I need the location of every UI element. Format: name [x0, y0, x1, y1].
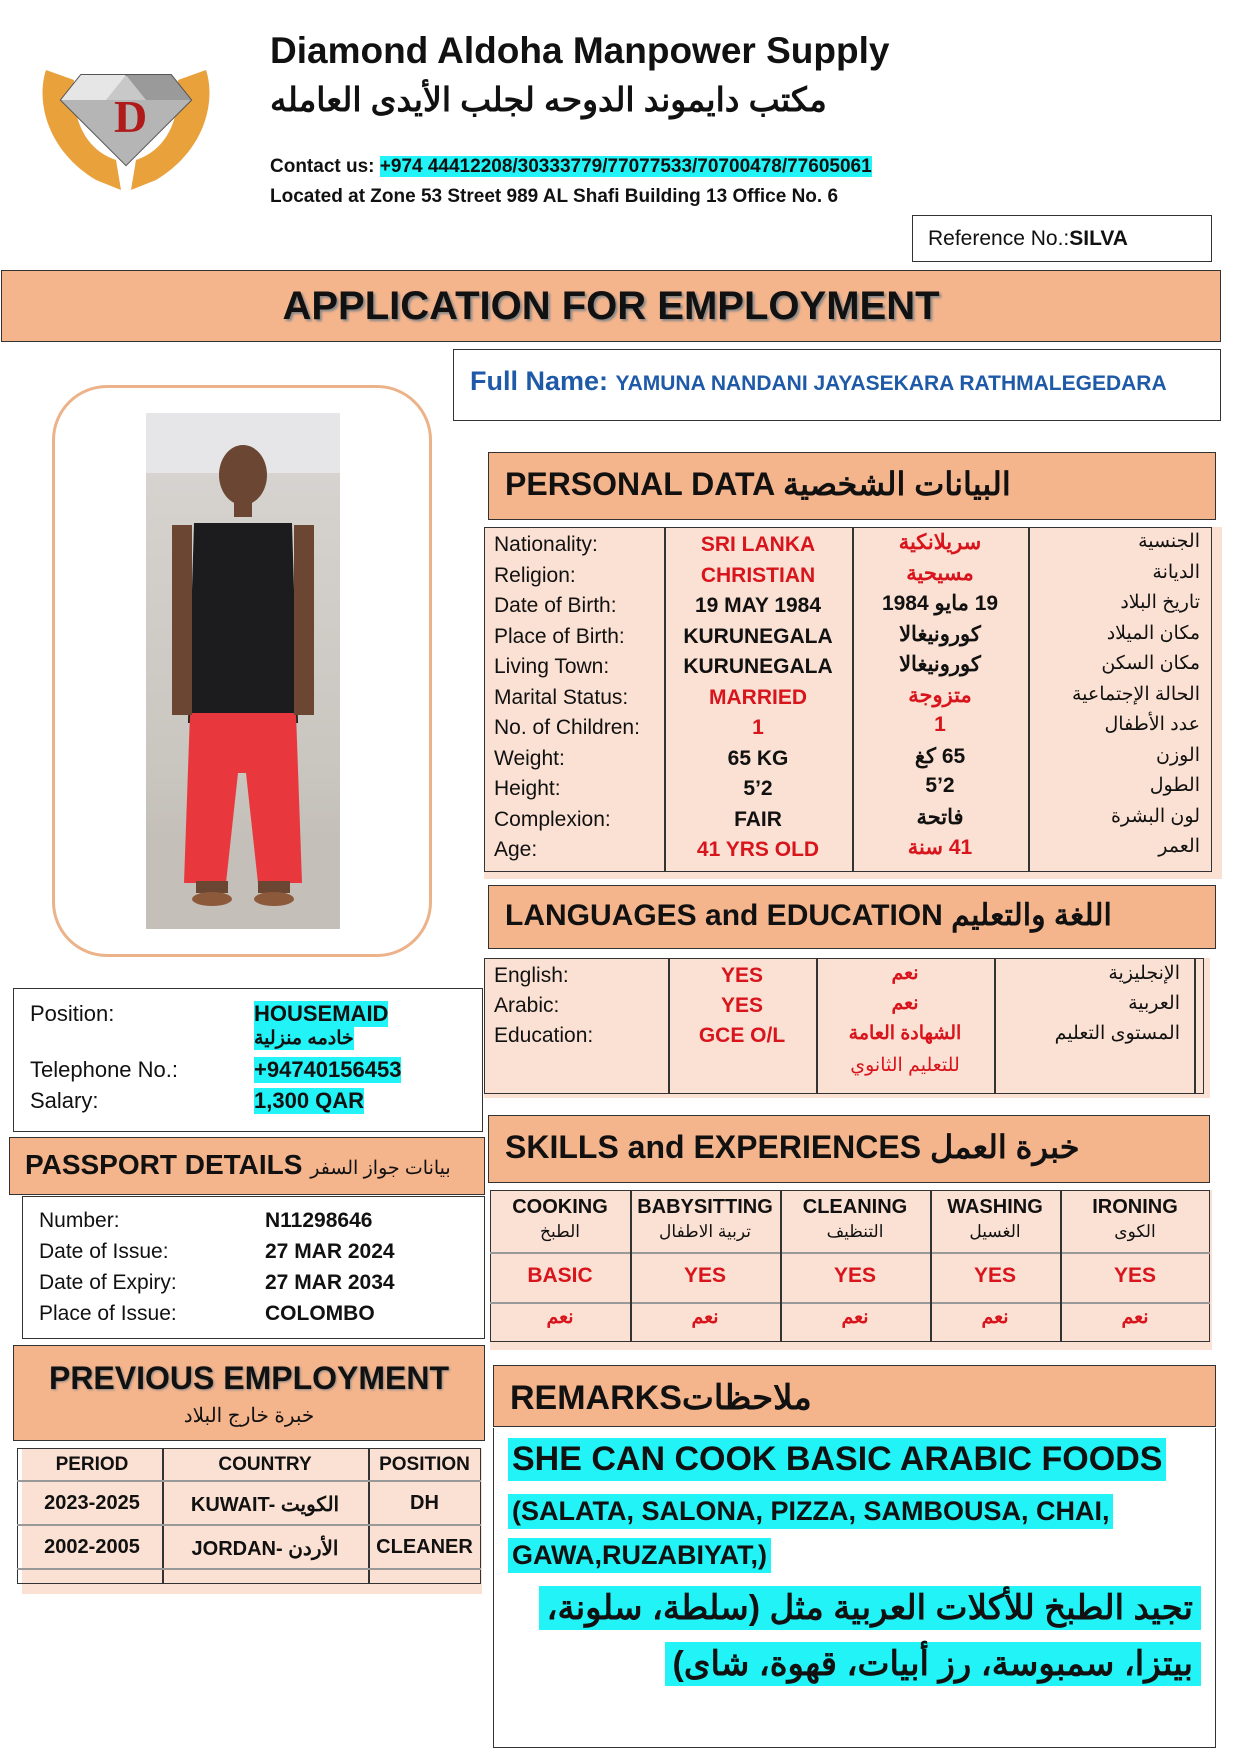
contact-label: Contact us: [270, 156, 380, 177]
language-value: YES [720, 964, 764, 987]
personal-label: Date of Birth: [494, 594, 617, 617]
passport-label: Date of Issue: [39, 1240, 169, 1263]
skill-level: YES [973, 1264, 1017, 1287]
skill-name-ar: الطبخ [540, 1222, 580, 1241]
personal-label: Religion: [494, 563, 576, 587]
personal-value: FAIR [734, 807, 782, 831]
salary-label: Salary: [30, 1088, 99, 1113]
col-period: PERIOD [55, 1454, 129, 1475]
skills-heading [488, 1115, 1210, 1183]
skill-level: YES [1113, 1264, 1157, 1287]
personal-label-ar: الوزن [1155, 744, 1200, 766]
personal-value: CHRISTIAN [700, 563, 816, 587]
language-label: Education: [494, 1024, 594, 1047]
language-value-ar: نعم [891, 993, 919, 1014]
remarks-line-5: بيتزا، سمبوسة، رز أبيات، قهوة، شاى) [665, 1642, 1201, 1686]
employment-position: CLEANER [376, 1536, 473, 1558]
contact-numbers: +974 44412208/30333779/77077533/70700478/77605061 [379, 156, 872, 177]
position-value-ar: خادمه منزلية [254, 1028, 354, 1049]
col-country: COUNTRY [218, 1454, 312, 1475]
telephone-value: +94740156453 [254, 1057, 402, 1082]
employment-period: 2002-2005 [44, 1536, 140, 1558]
employment-country: KUWAIT- الكويت [190, 1494, 340, 1516]
passport-label: Place of Issue: [39, 1302, 177, 1325]
personal-data-table [484, 527, 1222, 879]
personal-value-ar: 19 مايو 1984 [881, 592, 999, 615]
full-name-box [453, 349, 1221, 421]
personal-label: Nationality: [494, 533, 598, 556]
passport-heading [9, 1137, 485, 1195]
passport-heading-en: PASSPORT DETAILS [25, 1149, 311, 1180]
passport-label: Number: [39, 1209, 120, 1232]
previous-employment-table [22, 1448, 482, 1594]
skill-name: COOKING [512, 1196, 608, 1218]
personal-value-ar: 1 [934, 713, 946, 736]
languages-heading-en: LANGUAGES and EDUCATION [505, 899, 952, 932]
language-value-ar-2: للتعليم الثانوي [850, 1055, 960, 1076]
skill-name: WASHING [947, 1196, 1043, 1218]
skill-level: YES [683, 1264, 727, 1287]
position-label: Position: [30, 1001, 115, 1026]
personal-label: Complexion: [494, 807, 611, 831]
personal-label: Marital Status: [494, 685, 629, 709]
remarks-heading-en: REMARKS [510, 1379, 682, 1417]
skills-heading-en: SKILLS and EXPERIENCES [505, 1129, 930, 1165]
remarks-box [493, 1428, 1216, 1748]
passport-value: 27 MAR 2024 [265, 1240, 395, 1263]
personal-label-ar: الديانة [1152, 561, 1200, 583]
personal-label-ar: عدد الأطفال [1104, 714, 1200, 735]
personal-label: No. of Children: [494, 716, 640, 739]
personal-label: Height: [494, 777, 561, 800]
personal-value-ar: 2’5 [925, 774, 955, 797]
personal-value: SRI LANKA [700, 533, 816, 556]
full-name-value: YAMUNA NANDANI JAYASEKARA RATHMALEGEDARA [615, 372, 1167, 395]
skill-level-ar: نعم [981, 1307, 1009, 1328]
telephone-label: Telephone No.: [30, 1057, 178, 1082]
col-position: POSITION [379, 1454, 470, 1475]
personal-value: 65 KG [727, 746, 789, 770]
company-logo [26, 40, 226, 200]
skill-level: BASIC [527, 1264, 593, 1287]
logo-letter: D [114, 91, 148, 142]
remarks-line-4: تجيد الطبخ للأكلات العربية مثل (سلطة، سلونة، [539, 1586, 1202, 1630]
personal-value: KURUNEGALA [683, 655, 833, 678]
remarks-line-3: GAWA,RUZABIYAT,) [508, 1538, 771, 1573]
passport-value: 27 MAR 2034 [265, 1271, 395, 1294]
languages-heading-ar: اللغة والتعليم [951, 899, 1112, 932]
reference-box [912, 215, 1212, 262]
personal-value: MARRIED [709, 685, 807, 709]
language-value: YES [720, 994, 764, 1017]
language-label-ar: المستوى التعليم [1054, 1023, 1180, 1044]
skill-level: YES [833, 1264, 877, 1287]
personal-value-ar: مسيحية [906, 561, 974, 585]
personal-value-ar: كورونيغالا [899, 653, 981, 676]
personal-value-ar: سريلانكية [898, 531, 982, 554]
languages-heading [488, 885, 1216, 949]
personal-label-ar: لون البشرة [1110, 805, 1200, 827]
personal-heading-ar: البيانات الشخصية [782, 466, 1011, 502]
language-label-ar: الإنجليزية [1108, 963, 1180, 984]
personal-label: Age: [494, 838, 538, 861]
personal-label-ar: الجنسية [1138, 531, 1200, 552]
languages-table [484, 958, 1210, 1098]
passport-label: Date of Expiry: [39, 1271, 177, 1294]
previous-heading-ar: خبرة خارج البلاد [183, 1405, 315, 1427]
skill-name-ar: التنظيف [826, 1222, 884, 1241]
skill-name-ar: الغسيل [969, 1222, 1021, 1241]
passport-box [22, 1196, 485, 1339]
reference-value: SILVA [1069, 227, 1128, 250]
personal-label-ar: مكان السكن [1101, 653, 1200, 674]
remarks-line-2: (SALATA, SALONA, PIZZA, SAMBOUSA, CHAI, [508, 1494, 1113, 1529]
language-value: GCE O/L [698, 1024, 786, 1047]
full-name-label: Full Name: [470, 366, 616, 396]
language-value-ar: الشهادة العامة [848, 1023, 962, 1044]
previous-employment-heading [13, 1345, 485, 1441]
skill-name: IRONING [1092, 1196, 1178, 1218]
personal-value-ar: 41 سنة [907, 836, 973, 859]
skills-table [490, 1190, 1212, 1350]
skills-heading-ar: خبرة العمل [929, 1129, 1080, 1165]
personal-value: 19 MAY 1984 [694, 594, 822, 617]
personal-value-ar: فاتحة [916, 805, 964, 829]
language-label: English: [494, 964, 569, 987]
position-value: HOUSEMAID [254, 1001, 389, 1026]
skill-level-ar: نعم [546, 1307, 574, 1328]
employment-position: DH [410, 1492, 439, 1514]
company-name-ar: مكتب دايموند الدوحه لجلب الأيدى العامله [270, 81, 827, 118]
skill-name: CLEANING [802, 1196, 908, 1218]
position-box [13, 988, 483, 1132]
language-label-ar: العربية [1128, 993, 1180, 1014]
personal-label-ar: الحالة الإجتماعية [1072, 683, 1200, 705]
language-value-ar: نعم [891, 963, 919, 984]
skill-name-ar: تربية الاطفال [659, 1222, 751, 1241]
remarks-line-1: SHE CAN COOK BASIC ARABIC FOODS [508, 1438, 1166, 1481]
personal-value: 1 [752, 716, 764, 739]
language-label: Arabic: [494, 994, 560, 1017]
personal-value: KURUNEGALA [683, 624, 833, 648]
personal-heading-en: PERSONAL DATA [505, 466, 783, 502]
skill-level-ar: نعم [841, 1307, 869, 1328]
personal-data-heading [488, 452, 1216, 520]
company-address: Located at Zone 53 Street 989 AL Shafi Building 13 Office No. 6 [270, 186, 839, 207]
passport-value: COLOMBO [265, 1302, 375, 1325]
personal-value-ar: كورونيغالا [899, 622, 981, 646]
personal-label-ar: العمر [1158, 836, 1200, 857]
personal-value-ar: متزوجة [908, 683, 972, 707]
page-title: APPLICATION FOR EMPLOYMENT [282, 284, 940, 328]
personal-label-ar: تاريخ البلاد [1120, 592, 1200, 613]
salary-value: 1,300 QAR [254, 1088, 365, 1113]
personal-label: Weight: [494, 746, 565, 770]
reference-label: Reference No.: [928, 227, 1070, 250]
previous-heading-en: PREVIOUS EMPLOYMENT [48, 1360, 450, 1396]
skill-level-ar: نعم [691, 1307, 719, 1328]
employment-period: 2023-2025 [44, 1492, 140, 1514]
personal-value: 5’2 [743, 777, 773, 800]
personal-value: 41 YRS OLD [696, 838, 820, 861]
contact-line [270, 156, 872, 178]
passport-heading-ar: بيانات جواز السفر [310, 1158, 451, 1179]
skill-name: BABYSITTING [637, 1196, 773, 1218]
employment-country: JORDAN- الأردن [191, 1538, 339, 1560]
title-banner [1, 270, 1221, 342]
passport-value: N11298646 [265, 1209, 373, 1232]
personal-label-ar: مكان الميلاد [1106, 622, 1200, 644]
skill-name-ar: الكوى [1114, 1222, 1156, 1241]
company-name-en: Diamond Aldoha Manpower Supply [270, 30, 890, 71]
skill-level-ar: نعم [1121, 1307, 1149, 1328]
personal-label-ar: الطول [1149, 775, 1200, 796]
personal-label: Living Town: [494, 655, 610, 678]
remarks-heading-ar: ملاحظات [681, 1379, 812, 1417]
applicant-photo [146, 413, 340, 929]
remarks-heading [493, 1365, 1216, 1427]
personal-label: Place of Birth: [494, 624, 625, 648]
personal-value-ar: 65 كغ [914, 744, 966, 768]
